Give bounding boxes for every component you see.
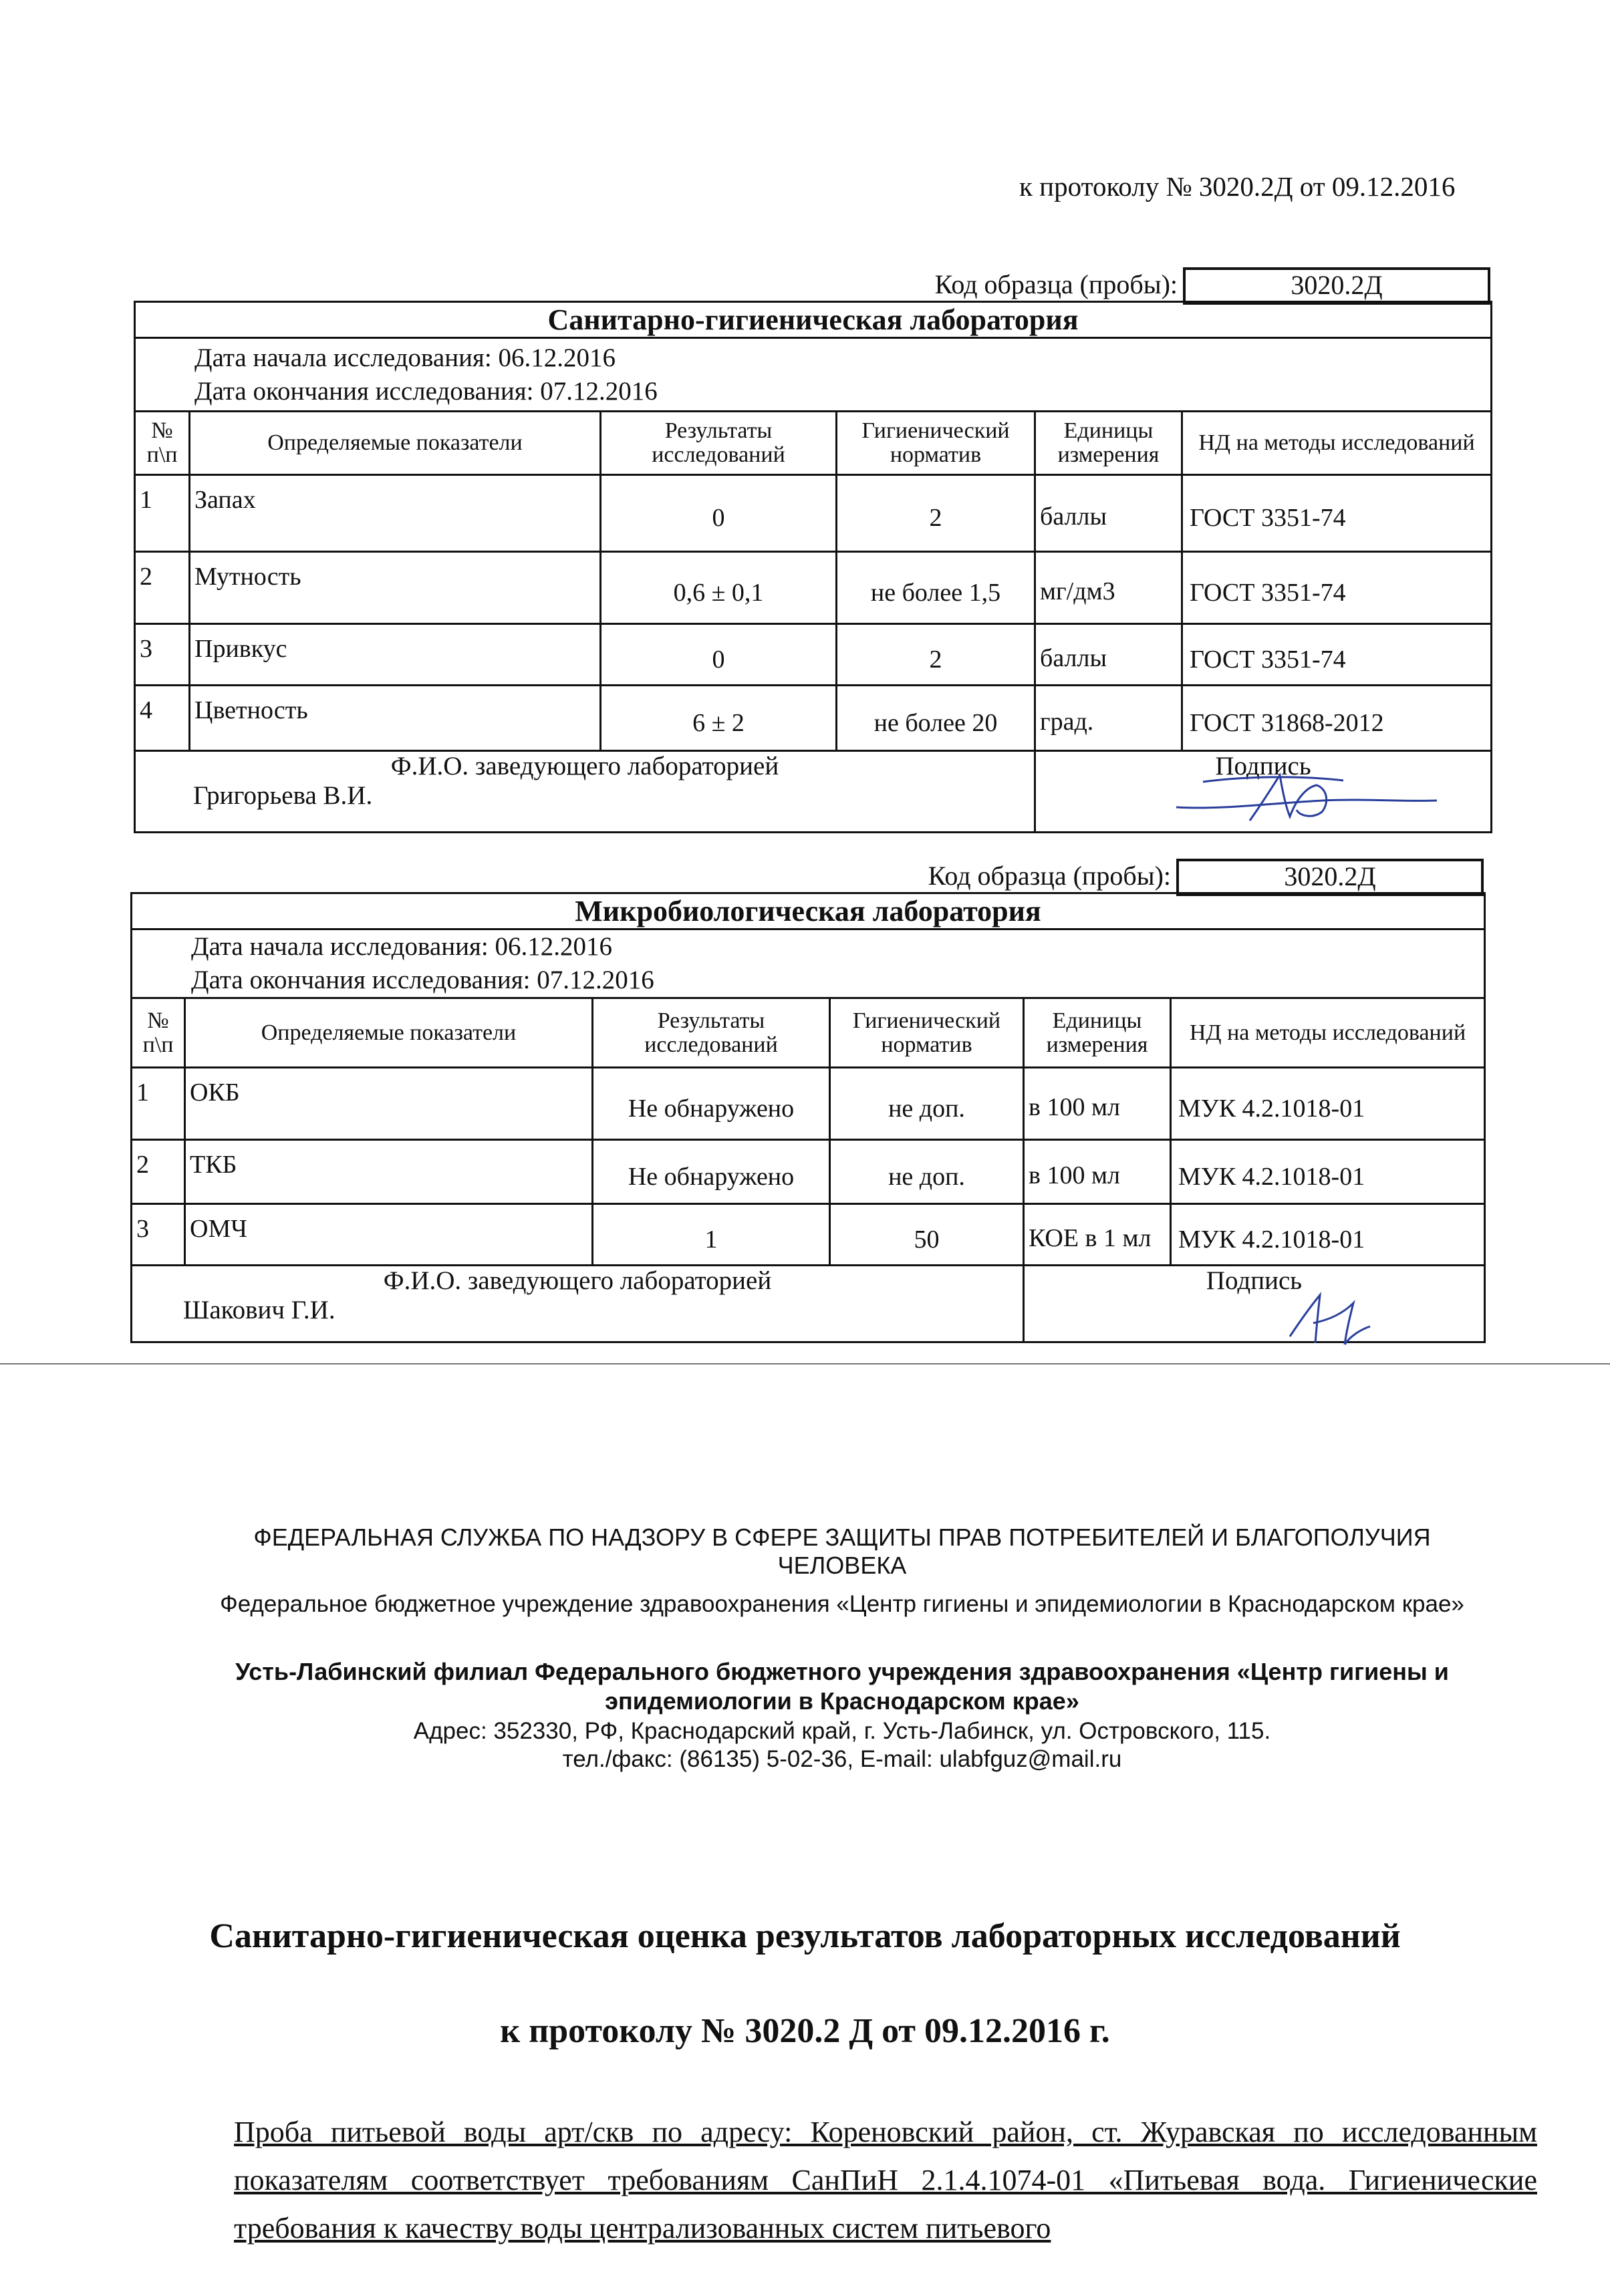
microbiology-lab-table <box>130 892 1486 1343</box>
signature-cell <box>1024 1266 1485 1342</box>
row-method: МУК 4.2.1018-01 <box>1171 1204 1485 1266</box>
row-unit: баллы <box>1035 475 1182 552</box>
org-phone: тел./факс: (86135) 5-02-36, E-mail: ulabfguz@mail.ru <box>562 1746 1122 1772</box>
row-result: 0 <box>601 624 837 686</box>
lab-title: Санитарно-гигиеническая лаборатория <box>135 302 1492 338</box>
signature-image <box>1163 762 1444 835</box>
assessment-text: Проба питьевой воды арт/скв по адресу: Кореновский район, ст. Журавская по исследованным показателям соответствует требованиям СанПиН 2.1.4.1074-01 «Питьевая вода. Гигиенические требования к качеству воды централизованных систем питьевого <box>234 2116 1537 2245</box>
lab-head-cell <box>132 1266 1024 1342</box>
row-method: МУК 4.2.1018-01 <box>1171 1068 1485 1140</box>
date-end: Дата окончания исследования: 07.12.2016 <box>191 966 654 994</box>
row-norm: 2 <box>837 624 1035 686</box>
row-unit: баллы <box>1035 624 1182 686</box>
row-unit: в 100 мл <box>1024 1068 1171 1140</box>
row-num: 2 <box>132 1140 185 1204</box>
table-row <box>132 1140 1485 1204</box>
lab-head-cell <box>135 751 1035 833</box>
row-norm: 2 <box>837 475 1035 552</box>
table-row <box>135 552 1492 624</box>
row-method: МУК 4.2.1018-01 <box>1171 1140 1485 1204</box>
row-indicator: Мутность <box>190 552 601 624</box>
row-norm: не доп. <box>830 1068 1024 1140</box>
row-indicator: ОМЧ <box>185 1204 593 1266</box>
assessment-title: Санитарно-гигиеническая оценка результатов лабораторных исследований <box>209 1917 1401 1955</box>
row-method: ГОСТ 3351-74 <box>1182 624 1492 686</box>
col-name-header: Определяемые показатели <box>190 412 601 475</box>
row-num: 3 <box>135 624 190 686</box>
row-norm: не более 1,5 <box>837 552 1035 624</box>
row-result: 0 <box>601 475 837 552</box>
col-norm-header: Гигиенический норматив <box>837 412 1035 475</box>
col-unit-header: Единицы измерения <box>1024 998 1171 1068</box>
sanitary-lab-table <box>134 301 1492 833</box>
sample-code-label: Код образца (пробы): <box>928 861 1171 891</box>
table-row <box>135 624 1492 686</box>
lab-head-name: Григорьева В.И. <box>193 781 373 810</box>
row-indicator: Запах <box>190 475 601 552</box>
table-row <box>132 1204 1485 1266</box>
table-row <box>132 1068 1485 1140</box>
col-result-header: Результаты исследований <box>593 998 830 1068</box>
date-end: Дата окончания исследования: 07.12.2016 <box>194 376 658 406</box>
row-num: 2 <box>135 552 190 624</box>
sample-code-box-1: 3020.2Д <box>1183 267 1490 305</box>
row-indicator: ТКБ <box>185 1140 593 1204</box>
row-norm: не доп. <box>830 1140 1024 1204</box>
row-method: ГОСТ 3351-74 <box>1182 552 1492 624</box>
col-norm-header: Гигиенический норматив <box>830 998 1024 1068</box>
sample-code-box-2: 3020.2Д <box>1176 859 1484 896</box>
row-result: 1 <box>593 1204 830 1266</box>
sample-code-label: Код образца (пробы): <box>934 269 1178 299</box>
col-unit-header: Единицы измерения <box>1035 412 1182 475</box>
row-method: ГОСТ 31868-2012 <box>1182 686 1492 751</box>
col-method-header: НД на методы исследований <box>1182 412 1492 475</box>
row-result: Не обнаружено <box>593 1068 830 1140</box>
row-result: 0,6 ± 0,1 <box>601 552 837 624</box>
institution-name: Федеральное бюджетное учреждение здравоохранения «Центр гигиены и эпидемиологии в Краснодарском крае» <box>220 1591 1464 1617</box>
table-row <box>135 475 1492 552</box>
col-num-header: № п\п <box>132 998 185 1068</box>
row-unit: в 100 мл <box>1024 1140 1171 1204</box>
row-result: Не обнаружено <box>593 1140 830 1204</box>
row-indicator: Привкус <box>190 624 601 686</box>
lab-dates <box>135 338 1492 412</box>
lab-head-label: Ф.И.О. заведующего лабораторией <box>390 752 779 780</box>
signature-label: Подпись <box>1206 1266 1303 1295</box>
row-num: 4 <box>135 686 190 751</box>
lab-head-name: Шакович Г.И. <box>183 1296 336 1324</box>
page-separator <box>0 1363 1610 1365</box>
row-num: 1 <box>132 1068 185 1140</box>
org-contacts <box>187 1717 1497 1773</box>
col-result-header: Результаты исследований <box>601 412 837 475</box>
row-unit: мг/дм3 <box>1035 552 1182 624</box>
row-indicator: ОКБ <box>185 1068 593 1140</box>
col-method-header: НД на методы исследований <box>1171 998 1485 1068</box>
row-norm: 50 <box>830 1204 1024 1266</box>
lab-dates <box>132 929 1485 998</box>
col-num-header: № п\п <box>135 412 190 475</box>
branch-name: Усть-Лабинский филиал Федерального бюджетного учреждения здравоохранения «Центр гигиены и эпидемиологии в Краснодарском крае» <box>235 1658 1449 1715</box>
col-name-header: Определяемые показатели <box>185 998 593 1068</box>
lab-head-label: Ф.И.О. заведующего лабораторией <box>383 1266 772 1295</box>
assessment-subtitle: к протоколу № 3020.2 Д от 09.12.2016 г. <box>500 2012 1110 2050</box>
row-indicator: Цветность <box>190 686 601 751</box>
row-result: 6 ± 2 <box>601 686 837 751</box>
date-start: Дата начала исследования: 06.12.2016 <box>191 932 612 961</box>
row-norm: не более 20 <box>837 686 1035 751</box>
lab-title: Микробиологическая лаборатория <box>132 893 1485 929</box>
agency-name: ФЕДЕРАЛЬНАЯ СЛУЖБА ПО НАДЗОРУ В СФЕРЕ ЗАЩИТЫ ПРАВ ПОТРЕБИТЕЛЕЙ И БЛАГОПОЛУЧИЯ ЧЕЛОВЕКА <box>253 1524 1431 1579</box>
protocol-reference: к протоколу № 3020.2Д от 09.12.2016 <box>1019 171 1456 202</box>
date-start: Дата начала исследования: 06.12.2016 <box>194 343 616 372</box>
signature-label: Подпись <box>1215 752 1311 780</box>
row-unit: КОЕ в 1 мл <box>1024 1204 1171 1266</box>
row-num: 1 <box>135 475 190 552</box>
row-num: 3 <box>132 1204 185 1266</box>
signature-image <box>1283 1290 1377 1350</box>
table-row <box>135 686 1492 751</box>
row-unit: град. <box>1035 686 1182 751</box>
row-method: ГОСТ 3351-74 <box>1182 475 1492 552</box>
org-address: Адрес: 352330, РФ, Краснодарский край, г. Усть-Лабинск, ул. Островского, 115. <box>413 1718 1271 1744</box>
